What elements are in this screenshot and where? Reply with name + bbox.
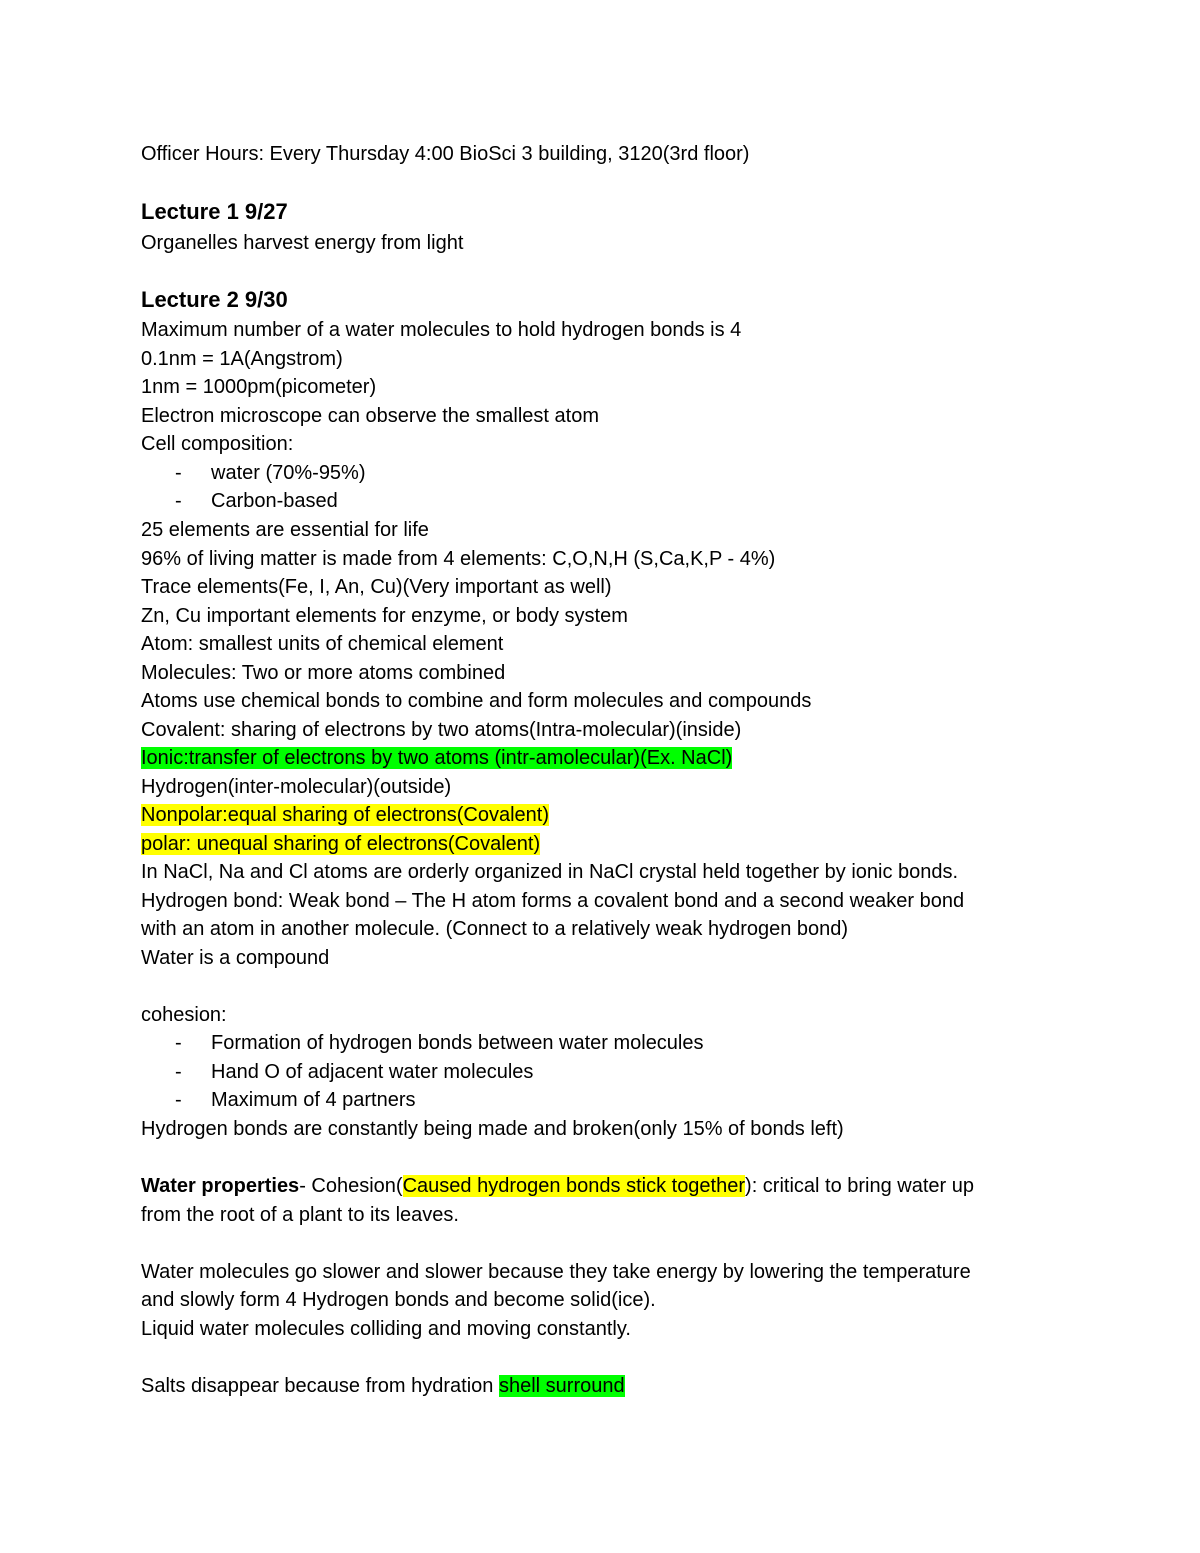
bullet-text: Formation of hydrogen bonds between water molecules bbox=[211, 1032, 704, 1054]
text-line: Hydrogen bonds are constantly being made and broken(only 15% of bonds left) bbox=[141, 1118, 844, 1140]
text-line: Molecules: Two or more atoms combined bbox=[141, 662, 506, 684]
text-line: 1nm = 1000pm(picometer) bbox=[141, 376, 377, 398]
bullet-text: Maximum of 4 partners bbox=[211, 1089, 416, 1111]
text-line: Organelles harvest energy from light bbox=[141, 232, 464, 254]
text-line: 25 elements are essential for life bbox=[141, 519, 429, 541]
text-line: 96% of living matter is made from 4 elements: C,O,N,H (S,Ca,K,P - 4%) bbox=[141, 548, 776, 570]
text-line: Cell composition: bbox=[141, 433, 294, 455]
salts-line bbox=[141, 1372, 625, 1400]
bullet-text: Hand O of adjacent water molecules bbox=[211, 1061, 534, 1083]
bullet-dash: - bbox=[175, 1061, 182, 1083]
bullet-dash: - bbox=[175, 1089, 182, 1111]
text-line: Hydrogen bond: Weak bond – The H atom forms a covalent bond and a second weaker bond bbox=[141, 890, 965, 912]
text-line: Trace elements(Fe, I, An, Cu)(Very important as well) bbox=[141, 576, 612, 598]
text-fragment: Salts disappear because from hydration bbox=[141, 1375, 499, 1397]
nonpolar-line bbox=[141, 801, 549, 829]
bullet-text: water (70%-95%) bbox=[211, 462, 366, 484]
text-line: In NaCl, Na and Cl atoms are orderly organized in NaCl crystal held together by ionic bonds. bbox=[141, 861, 959, 883]
text-line: Electron microscope can observe the smallest atom bbox=[141, 405, 599, 427]
ionic-line bbox=[141, 744, 732, 772]
text-line: Water molecules go slower and slower because they take energy by lowering the temperature bbox=[141, 1261, 971, 1283]
bullet-dash: - bbox=[175, 1032, 182, 1054]
text-line: and slowly form 4 Hydrogen bonds and become solid(ice). bbox=[141, 1289, 656, 1311]
text-fragment: - Cohesion( bbox=[299, 1175, 403, 1197]
text-line: Maximum number of a water molecules to hold hydrogen bonds is 4 bbox=[141, 319, 742, 341]
text-line: Water is a compound bbox=[141, 947, 330, 969]
text-line: Liquid water molecules colliding and moving constantly. bbox=[141, 1318, 631, 1340]
water-properties-label: Water properties bbox=[141, 1175, 300, 1197]
lecture-1-heading: Lecture 1 9/27 bbox=[141, 199, 288, 224]
text-line: from the root of a plant to its leaves. bbox=[141, 1204, 459, 1226]
text-fragment: ): critical to bring water up bbox=[745, 1175, 975, 1197]
yellow-highlight: Caused hydrogen bonds stick together bbox=[402, 1175, 746, 1197]
text-line: Atoms use chemical bonds to combine and form molecules and compounds bbox=[141, 690, 812, 712]
text-line: with an atom in another molecule. (Connect to a relatively weak hydrogen bond) bbox=[141, 918, 849, 940]
bullet-dash: - bbox=[175, 490, 182, 512]
text-line: cohesion: bbox=[141, 1004, 227, 1026]
yellow-highlight: polar: unequal sharing of electrons(Covalent) bbox=[141, 833, 541, 855]
yellow-highlight: Nonpolar:equal sharing of electrons(Covalent) bbox=[141, 804, 550, 826]
lecture-2-heading: Lecture 2 9/30 bbox=[141, 287, 288, 312]
green-highlight: Ionic:transfer of electrons by two atoms (intr-amolecular)(Ex. NaCl) bbox=[141, 747, 733, 769]
water-properties-line bbox=[141, 1172, 974, 1200]
text-line: Atom: smallest units of chemical element bbox=[141, 633, 504, 655]
text-line: Covalent: sharing of electrons by two atoms(Intra-molecular)(inside) bbox=[141, 719, 742, 741]
text-line: Zn, Cu important elements for enzyme, or body system bbox=[141, 605, 628, 627]
polar-line bbox=[141, 830, 540, 858]
bullet-text: Carbon-based bbox=[211, 490, 338, 512]
text-line: 0.1nm = 1A(Angstrom) bbox=[141, 348, 343, 370]
office-hours-line: Officer Hours: Every Thursday 4:00 BioSci 3 building, 3120(3rd floor) bbox=[141, 143, 750, 165]
bullet-dash: - bbox=[175, 462, 182, 484]
green-highlight: shell surround bbox=[498, 1375, 625, 1397]
text-line: Hydrogen(inter-molecular)(outside) bbox=[141, 776, 452, 798]
